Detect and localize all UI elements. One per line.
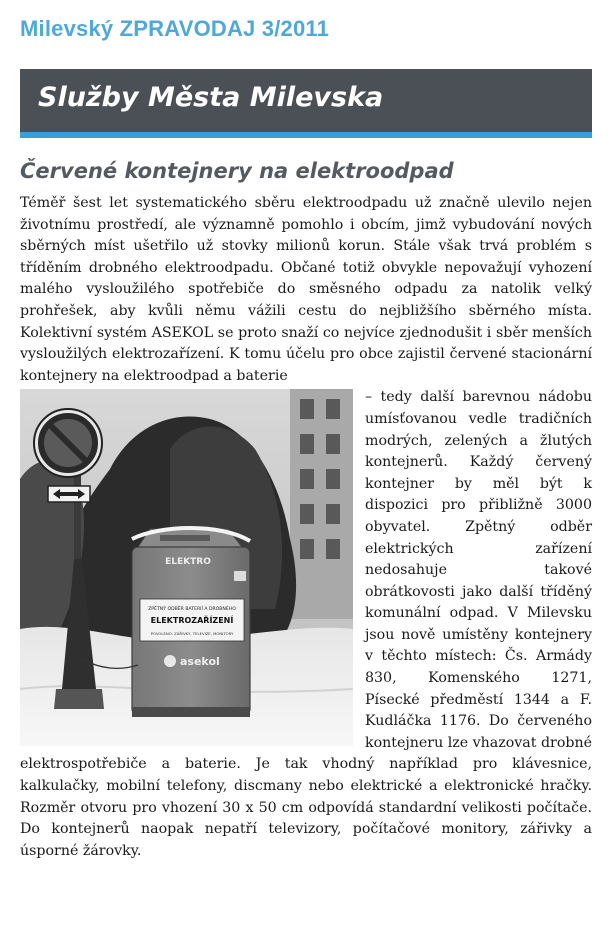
photo-sign-line1: ZPĚTNÝ ODBĚR BATERIÍ A DROBNÉHO — [148, 607, 236, 613]
article-photo — [20, 389, 353, 746]
photo-building — [290, 389, 353, 619]
masthead: Milevský ZPRAVODAJ 3/2011 — [20, 16, 330, 41]
section-title: Služby Města Milevska — [38, 82, 384, 113]
photo-brand: asekol — [180, 655, 220, 669]
article-paragraph-intro: Téměř šest let systematického sběru elektroodpadu už značně ulevilo nejen životnímu prostředí, ale významně pomohlo i obcím, jimž vybudování nových sběrných míst ušetřilo už stovky milionů korun. Stále však trvá problém s tříděním drobného elektroodpadu. Občané totiž obvykle nepovažují vyhození malého vysloužilého spotřebiče do směsného odpadu za natolik velký prohřešek, aby kvůli němu vážili cestu do nejbližšího sběrného místa. Kolektivní systém ASEKOL se proto snaží co nejvíce zjednodušit i sběr menších vysloužilých elektrozařízení. K tomu účelu pro obce zajistil červené stacionární kontejnery na elektroodpad a baterie — [20, 195, 592, 384]
article-body — [20, 193, 592, 862]
photo-red-container — [132, 528, 250, 717]
article-headline: Červené kontejnery na elektroodpad — [20, 159, 454, 183]
photo-asekol-logo-icon — [164, 655, 176, 667]
photo-sign-line2: ELEKTROZAŘÍZENÍ — [150, 616, 234, 626]
photo-sign-line3: POVOLENO: ZÁŘIVKY, TELEVIZE, MONITORY — [150, 631, 234, 637]
section-banner — [20, 69, 592, 138]
article-paragraph-continued: – tedy další barevnou nádobu umísťovanou vedle tradičních modrých, zelených a žlutých kontejnerů. Každý červený kontejner by měl být k dispozici pro přibližně 3000 obyvatel. Zpětný odběr elektrických zařízení nedosahuje takové obrátkovosti jako další tříděný komunální odpad. V Milevsku jsou nově umístěny kontejnery v těchto místech: Čs. Armády 830, Komenského 1271, Písecké předměstí 1344 a F. Kudláčka 1176. Do červeného kontejneru lze vhazovat drobné elektrospotřebiče a baterie. Je tak vhodný například pro klávesnice, kalkulačky, mobilní telefony, discmany nebo elektrické a elektronické hračky. Rozměr otvoru pro vhození 30 x 50 cm odpovídá standardní velikosti počítače. Do kontejnerů naopak nepatří televizory, počítačové monitory, zářivky a úsporné žárovky. — [20, 389, 592, 859]
photo-container-label: ELEKTRO — [165, 557, 211, 568]
